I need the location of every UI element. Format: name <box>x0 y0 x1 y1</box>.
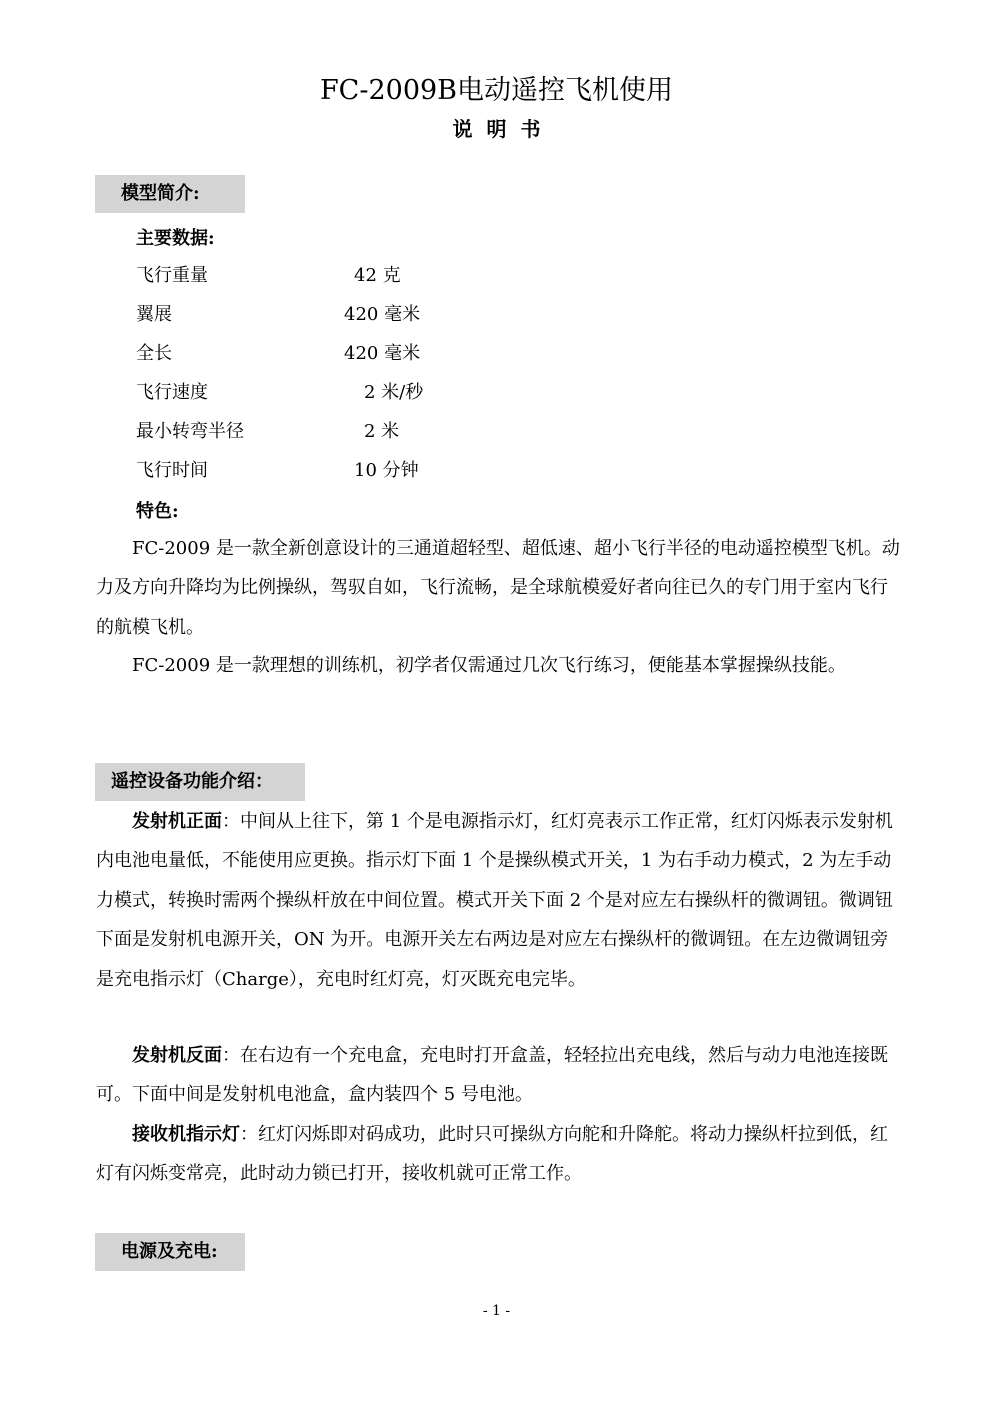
spec-value: 2 米 <box>364 421 400 442</box>
section-heading-model-intro: 模型简介: <box>95 175 245 213</box>
spec-value: 2 米/秒 <box>364 382 424 403</box>
spec-name: 飞行速度 <box>136 382 208 403</box>
transmitter-front-text: ：中间从上往下，第 1 个是电源指示灯，红灯亮表示工作正常，红灯闪烁表示发射机内电池电量低，不能使用应更换。指示灯下面 1 个是操纵模式开关，1 为右手动力模式，2 为左手动力模式，转换时需两个操纵杆放在中间位置。模式开关下面 2 个是对应左右操纵杆的微调钮。微调钮下面是发射机电源开关，ON 为开。电源开关左右两边是对应左右操纵杆的微调钮。在左边微调钮旁是充电指示灯（Charge），充电时红灯亮，灯灭既充电完毕。 <box>96 811 893 990</box>
transmitter-back-text: ：在右边有一个充电盒，充电时打开盒盖，轻轻拉出充电线，然后与动力电池连接既可。下面中间是发射机电池盒，盒内装四个 5 号电池。 <box>96 1045 888 1106</box>
features-paragraph: FC-2009 是一款理想的训练机，初学者仅需通过几次飞行练习，便能基本掌握操纵技能。 <box>132 655 846 676</box>
section-heading-remote-functions: 遥控设备功能介绍： <box>95 763 305 801</box>
section-heading-power-charging: 电源及充电: <box>95 1233 245 1271</box>
features-paragraph: FC-2009 是一款全新创意设计的三通道超轻型、超低速、超小飞行半径的电动遥控模型飞机。动力及方向升降均为比例操纵，驾驭自如，飞行流畅，是全球航模爱好者向往已久的专门用于室内飞行的航模飞机。 <box>96 538 900 638</box>
receiver-indicator-paragraph <box>96 1115 902 1194</box>
spec-name: 全长 <box>136 343 172 364</box>
receiver-indicator-label: 接收机指示灯 <box>132 1124 240 1145</box>
spec-value: 10 分钟 <box>354 460 419 481</box>
spec-name: 飞行重量 <box>136 265 208 286</box>
transmitter-back-paragraph <box>96 1036 902 1115</box>
features-label: 特色: <box>136 501 179 522</box>
document-title: FC-2009B电动遥控飞机使用 <box>319 75 674 106</box>
spec-name: 飞行时间 <box>136 460 208 481</box>
spec-name: 最小转弯半径 <box>136 421 244 442</box>
page-number: - 1 - <box>482 1303 511 1319</box>
document-subtitle: 说明书 <box>452 117 555 141</box>
spec-value: 42 克 <box>354 265 401 286</box>
receiver-indicator-text: ：红灯闪烁即对码成功，此时只可操纵方向舵和升降舵。将动力操纵杆拉到低，红灯有闪烁变常亮，此时动力锁已打开，接收机就可正常工作。 <box>96 1124 888 1185</box>
spec-name: 翼展 <box>136 304 172 325</box>
main-data-label: 主要数据: <box>136 228 215 249</box>
transmitter-back-label: 发射机反面 <box>132 1045 222 1066</box>
transmitter-front-paragraph <box>96 802 902 999</box>
spec-value: 420 毫米 <box>344 304 421 325</box>
spec-value: 420 毫米 <box>344 343 421 364</box>
transmitter-front-label: 发射机正面 <box>132 811 222 832</box>
